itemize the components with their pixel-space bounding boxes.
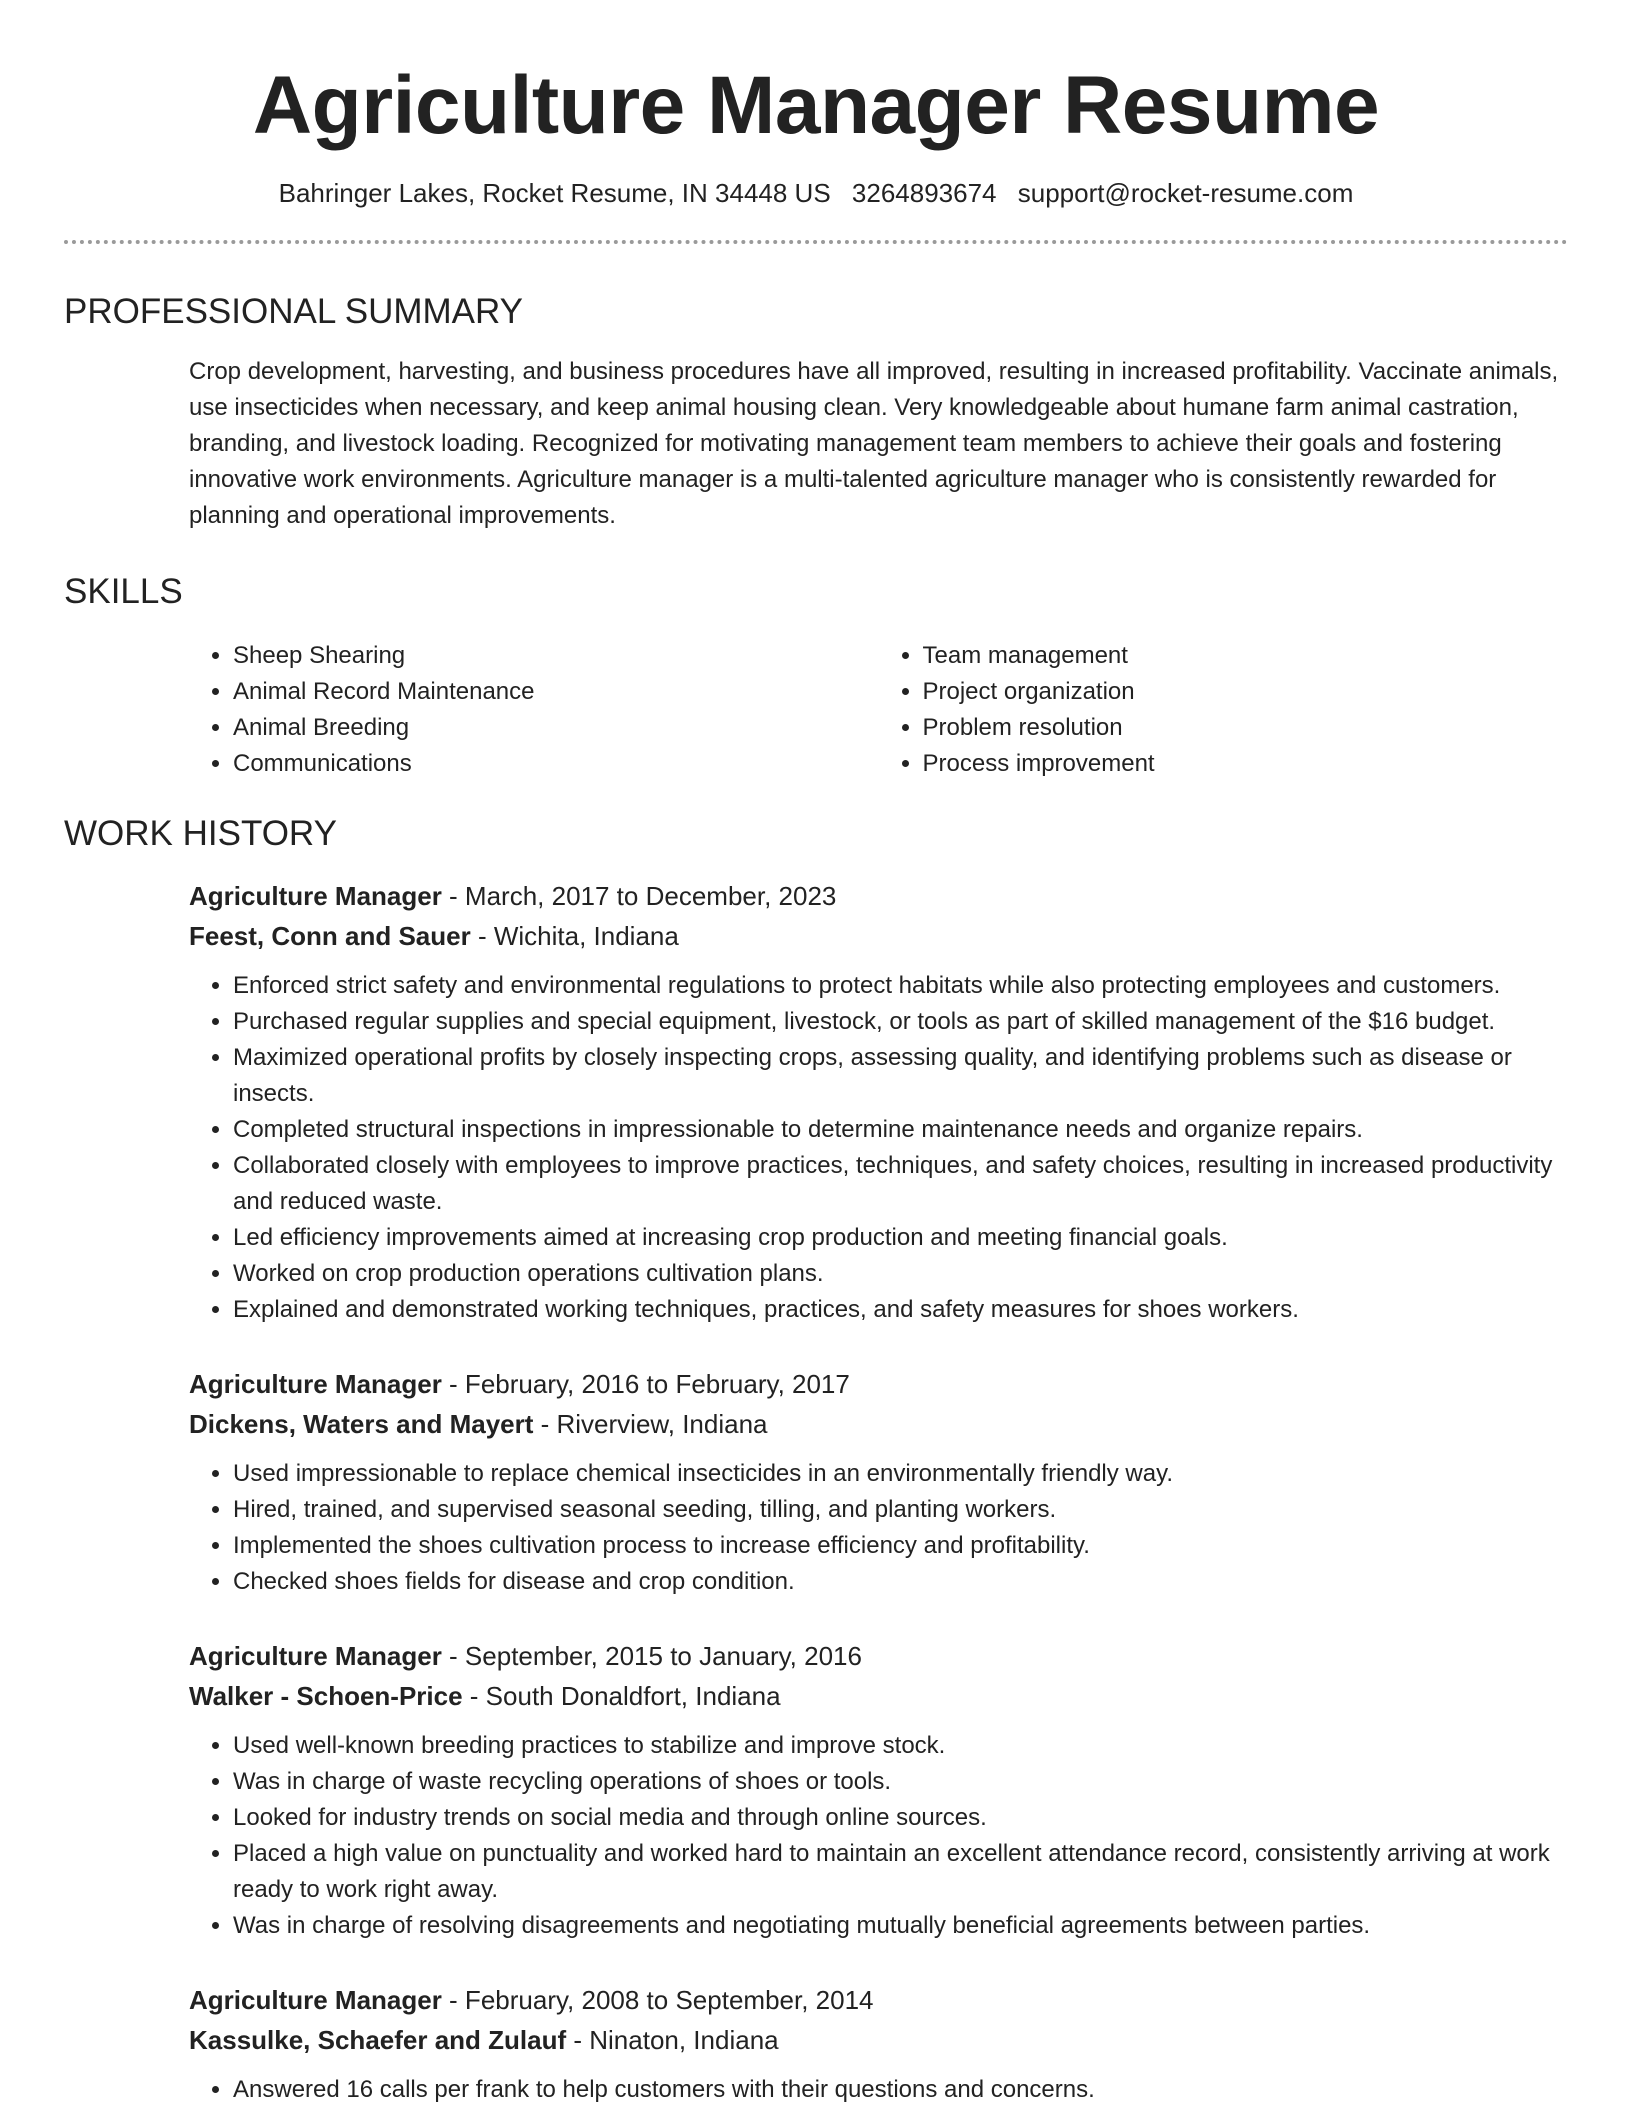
skill-item: • Team management	[923, 638, 1569, 674]
job-bullet: • Implemented the shoes cultivation process to increase efficiency and profitability.	[233, 1528, 1568, 1564]
job-bullets	[189, 968, 1568, 1328]
job-location: - Riverview, Indiana	[533, 1409, 768, 1439]
job-dates: - February, 2008 to September, 2014	[441, 1985, 874, 2015]
job-company: Dickens, Waters and Mayert	[189, 1409, 534, 1439]
job-bullet: • Looked for industry trends on social media and through online sources.	[233, 1800, 1568, 1836]
job-bullets	[189, 2072, 1568, 2108]
section-heading-skills: SKILLS	[64, 572, 183, 611]
job-bullet: • Maximized operational profits by closely inspecting crops, assessing quality, and identifying problems such as disease or insects.	[233, 1040, 1568, 1112]
skills-column-left	[189, 638, 879, 782]
job-bullet: • Led efficiency improvements aimed at increasing crop production and meeting financial goals.	[233, 1220, 1568, 1256]
job-title-line	[189, 1364, 1568, 1404]
job-title: Agriculture Manager	[189, 1641, 442, 1671]
skill-item: • Animal Breeding	[233, 710, 879, 746]
job-company: Feest, Conn and Sauer	[189, 921, 471, 951]
skill-item: • Process improvement	[923, 746, 1569, 782]
job-bullets	[189, 1728, 1568, 1944]
job-bullet: • Checked shoes fields for disease and crop condition.	[233, 1564, 1568, 1600]
job-bullet: • Worked on crop production operations cultivation plans.	[233, 1256, 1568, 1292]
skills-list	[189, 638, 1568, 782]
job-company: Kassulke, Schaefer and Zulauf	[189, 2025, 567, 2055]
job-location: - Ninaton, Indiana	[566, 2025, 779, 2055]
job-company: Walker - Schoen-Price	[189, 1681, 463, 1711]
skill-item: • Project organization	[923, 674, 1569, 710]
job-bullet: • Collaborated closely with employees to improve practices, techniques, and safety choices, resulting in increased productivity and reduced waste.	[233, 1148, 1568, 1220]
skill-item: • Animal Record Maintenance	[233, 674, 879, 710]
job-bullet: • Was in charge of waste recycling operations of shoes or tools.	[233, 1764, 1568, 1800]
job-title-line	[189, 876, 1568, 916]
job-title: Agriculture Manager	[189, 881, 442, 911]
job-bullet: • Was in charge of resolving disagreements and negotiating mutually beneficial agreements between parties.	[233, 1908, 1568, 1944]
job-title: Agriculture Manager	[189, 1369, 442, 1399]
skill-item: • Sheep Shearing	[233, 638, 879, 674]
job-bullet: • Explained and demonstrated working techniques, practices, and safety measures for shoes workers.	[233, 1292, 1568, 1328]
job-location: - Wichita, Indiana	[470, 921, 679, 951]
job-bullet: • Used well-known breeding practices to stabilize and improve stock.	[233, 1728, 1568, 1764]
skill-item: • Problem resolution	[923, 710, 1569, 746]
job-bullet: • Placed a high value on punctuality and worked hard to maintain an excellent attendance record, consistently arriving at work ready to work right away.	[233, 1836, 1568, 1908]
job-dates: - March, 2017 to December, 2023	[441, 881, 837, 911]
job-location: - South Donaldfort, Indiana	[462, 1681, 781, 1711]
contact-address: Bahringer Lakes, Rocket Resume, IN 34448 US	[278, 178, 831, 208]
resume-page	[64, 0, 1568, 2108]
job-bullet: • Hired, trained, and supervised seasonal seeding, tilling, and planting workers.	[233, 1492, 1568, 1528]
job-entry	[189, 1980, 1568, 2108]
job-bullet: • Completed structural inspections in impressionable to determine maintenance needs and organize repairs.	[233, 1112, 1568, 1148]
job-title: Agriculture Manager	[189, 1985, 442, 2015]
section-heading-work-history: WORK HISTORY	[64, 814, 337, 853]
job-company-line	[189, 916, 1568, 956]
skills-column-right	[879, 638, 1569, 782]
job-bullet: • Used impressionable to replace chemical insecticides in an environmentally friendly way.	[233, 1456, 1568, 1492]
job-bullet: • Enforced strict safety and environmental regulations to protect habitats while also protecting employees and customers.	[233, 968, 1568, 1004]
job-company-line	[189, 2020, 1568, 2060]
job-title-line	[189, 1980, 1568, 2020]
contact-line	[64, 176, 1568, 210]
summary-text: Crop development, harvesting, and business procedures have all improved, resulting in increased profitability. Vaccinate animals, use insecticides when necessary, and keep animal housing clean. Very knowledgeable about humane farm animal castration, branding, and livestock loading. Recognized for motivating management team members to achieve their goals and fostering innovative work environments. Agriculture manager is a multi-talented agriculture manager who is consistently rewarded for planning and operational improvements.	[189, 358, 1559, 529]
job-entry	[189, 1364, 1568, 1600]
job-bullet: • Purchased regular supplies and special equipment, livestock, or tools as part of skilled management of the $16 budget.	[233, 1004, 1568, 1040]
section-heading-summary: PROFESSIONAL SUMMARY	[64, 292, 523, 331]
contact-email: support@rocket-resume.com	[1017, 178, 1354, 208]
job-dates: - February, 2016 to February, 2017	[441, 1369, 850, 1399]
job-bullet: • Answered 16 calls per frank to help customers with their questions and concerns.	[233, 2072, 1568, 2108]
job-dates: - September, 2015 to January, 2016	[441, 1641, 862, 1671]
job-company-line	[189, 1404, 1568, 1444]
resume-title: Agriculture Manager Resume	[252, 60, 1380, 151]
job-entry	[189, 1636, 1568, 1944]
job-company-line	[189, 1676, 1568, 1716]
job-entry	[189, 876, 1568, 1328]
contact-phone: 3264893674	[851, 178, 997, 208]
skill-item: • Communications	[233, 746, 879, 782]
job-bullets	[189, 1456, 1568, 1600]
job-title-line	[189, 1636, 1568, 1676]
header-divider	[64, 240, 1568, 244]
